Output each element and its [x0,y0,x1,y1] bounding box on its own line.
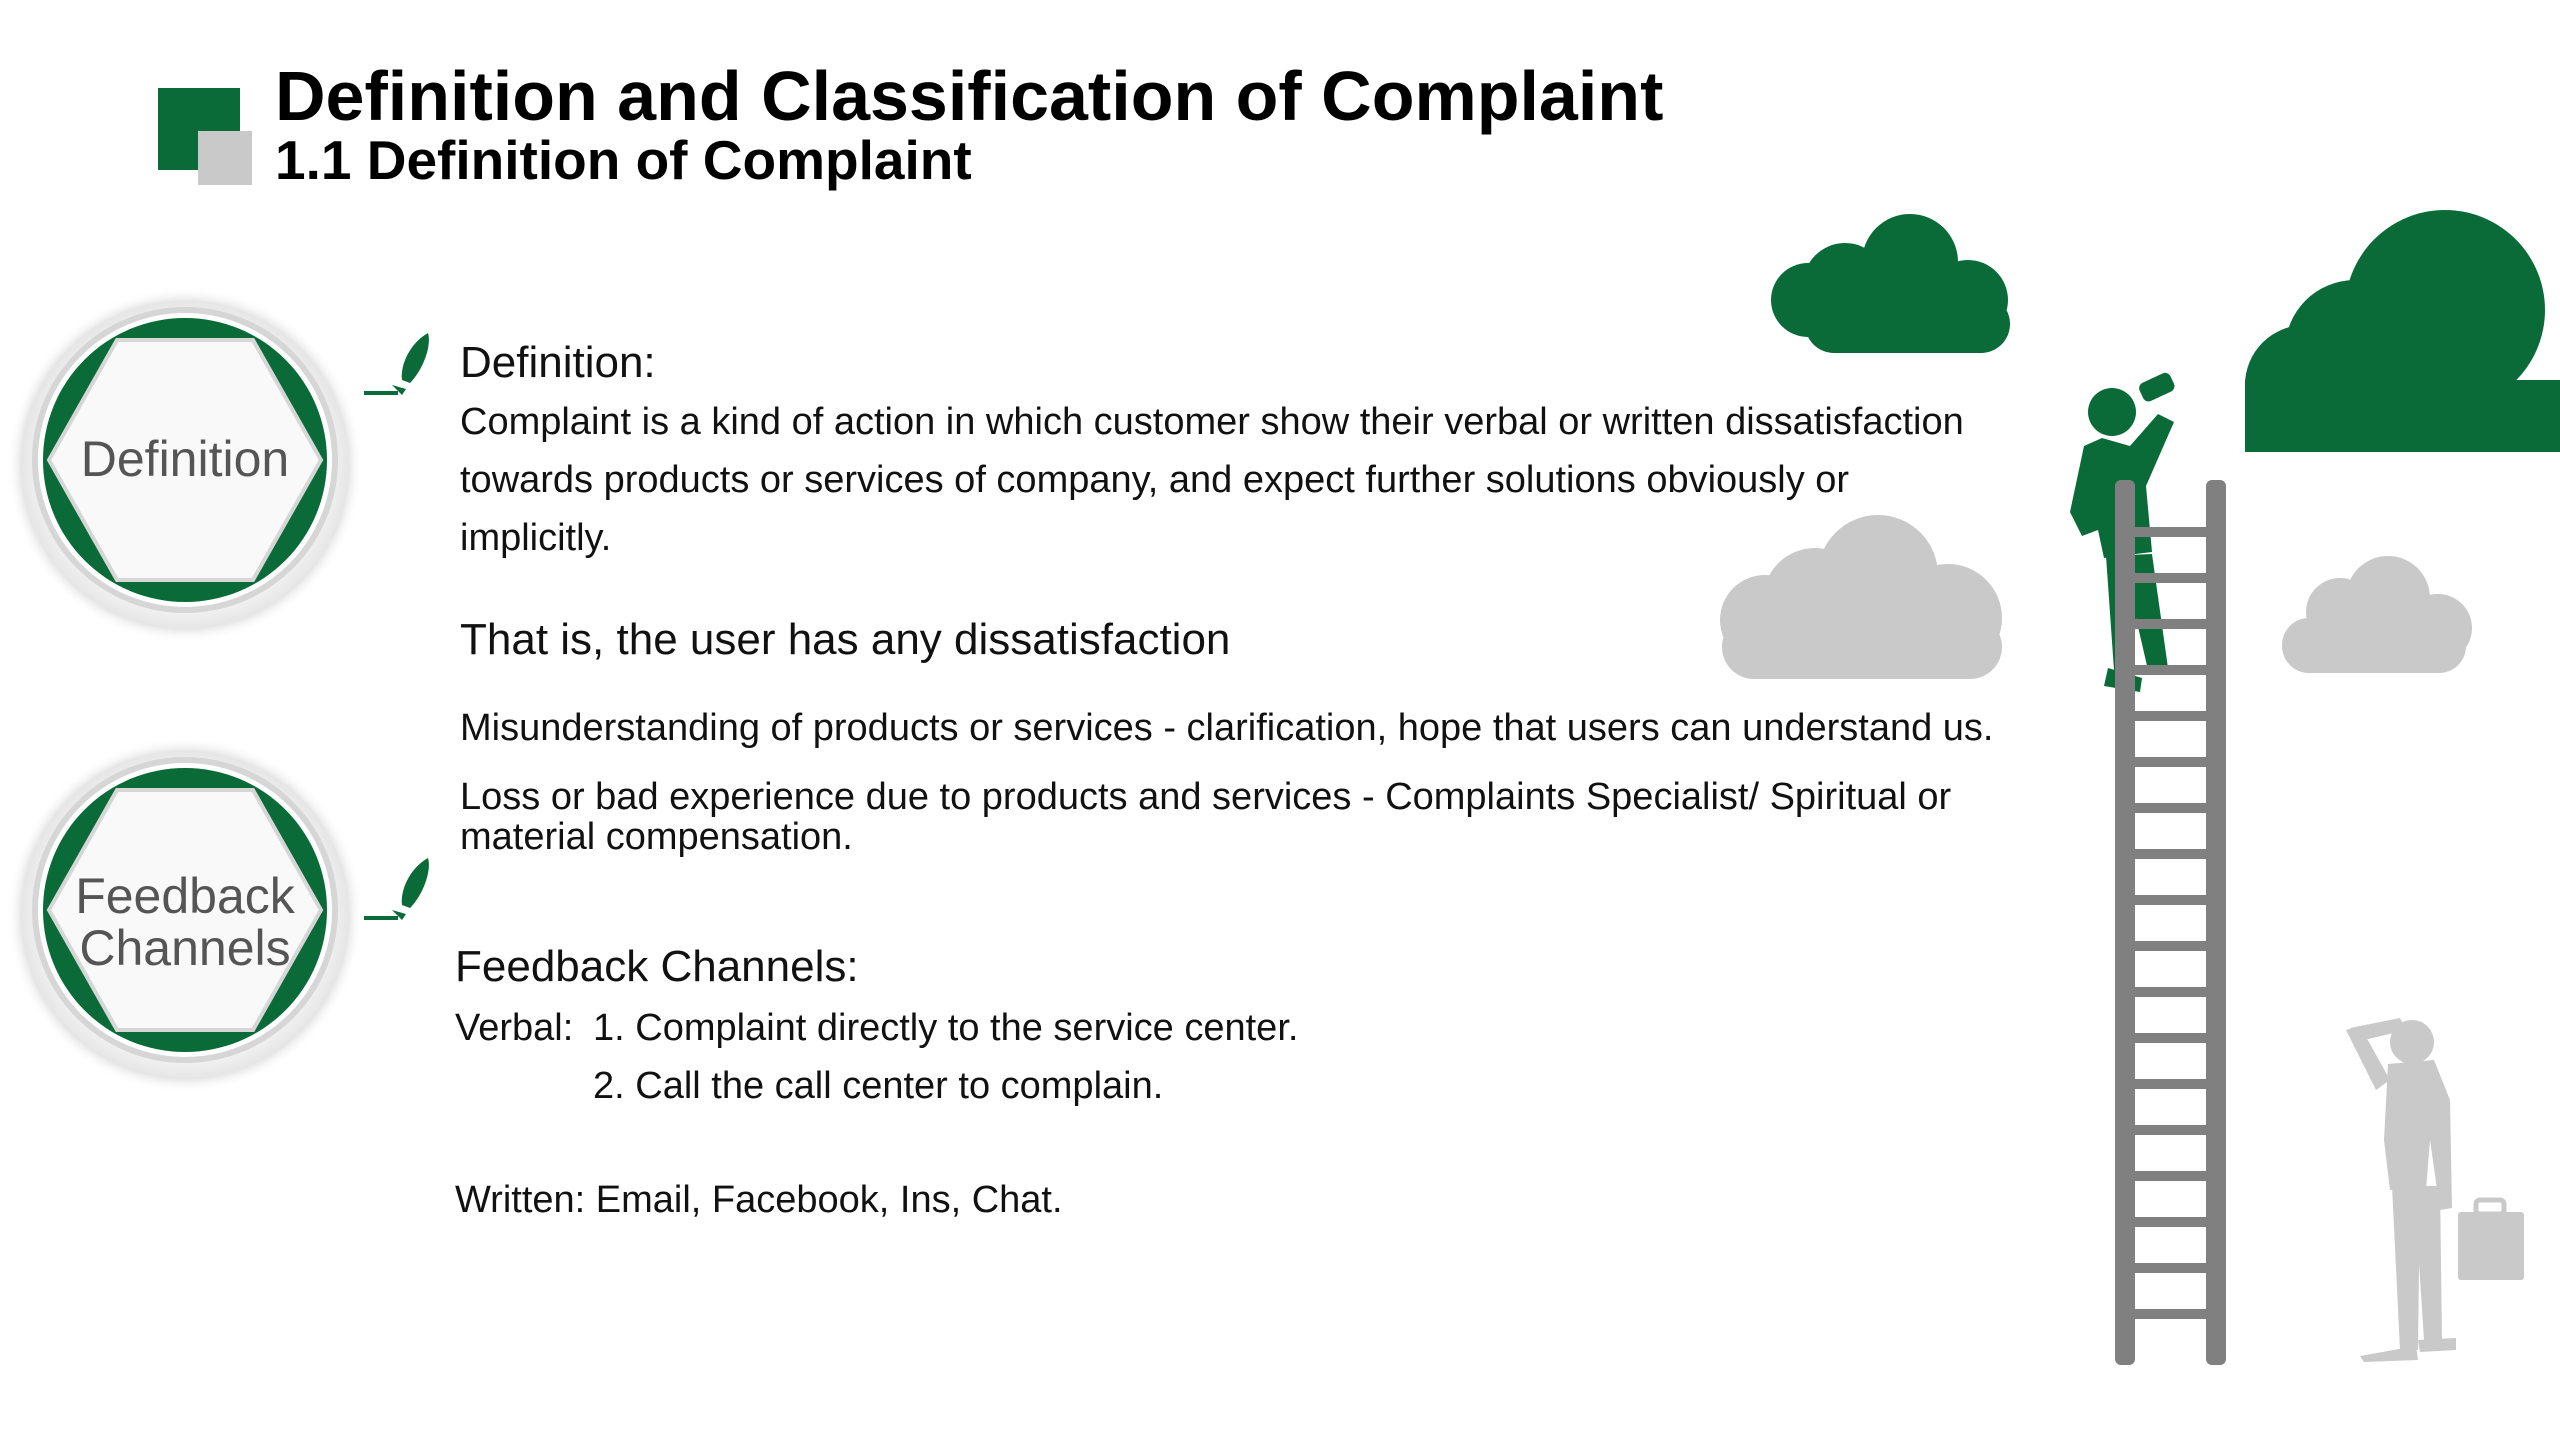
point-misunderstanding: Misunderstanding of products or services - clarification, hope that users can understand us. [460,707,1994,749]
definition-body-line: Complaint is a kind of action in which customer show their verbal or written dissatisfaction [460,401,1964,443]
page-title: Definition and Classification of Complaint [275,57,1664,135]
definition-body-line: implicitly. [460,517,612,559]
feedback-badge-label-line2: Channels [79,920,291,976]
definition-badge-label: Definition [80,431,290,487]
pen-icon [362,850,432,930]
businessman-icon [2346,1018,2524,1362]
verbal-item-2: 2. Call the call center to complain. [593,1065,1164,1107]
feedback-channels-badge [5,730,365,1090]
verbal-item-1: 1. Complaint directly to the service center. [593,1007,1299,1049]
definition-body-line: towards products or services of company, and expect further solutions obviously or [460,459,1850,501]
point-loss-line1: Loss or bad experience due to products and services - Complaints Specialist/ Spiritual or [460,776,1952,818]
written-channels: Written: Email, Facebook, Ins, Chat. [455,1179,1063,1221]
definition-badge [5,280,365,640]
feedback-heading: Feedback Channels: [455,942,859,991]
cloud-icon [2282,556,2472,673]
cloud-icon [1720,515,2002,679]
feedback-badge-label-line1: Feedback [75,868,295,924]
point-loss-line2: material compensation. [460,816,853,858]
page-subtitle: 1.1 Definition of Complaint [275,129,972,191]
ladder-icon [2115,480,2226,1365]
illustration [1700,200,2560,1380]
pen-icon [362,325,432,405]
cloud-icon [1771,214,2010,353]
that-is-heading: That is, the user has any dissatisfaction [460,615,1231,664]
title-marker-grey [198,131,252,185]
verbal-label: Verbal: [455,1007,574,1049]
cloud-icon [2245,210,2560,452]
definition-heading: Definition: [460,338,656,387]
